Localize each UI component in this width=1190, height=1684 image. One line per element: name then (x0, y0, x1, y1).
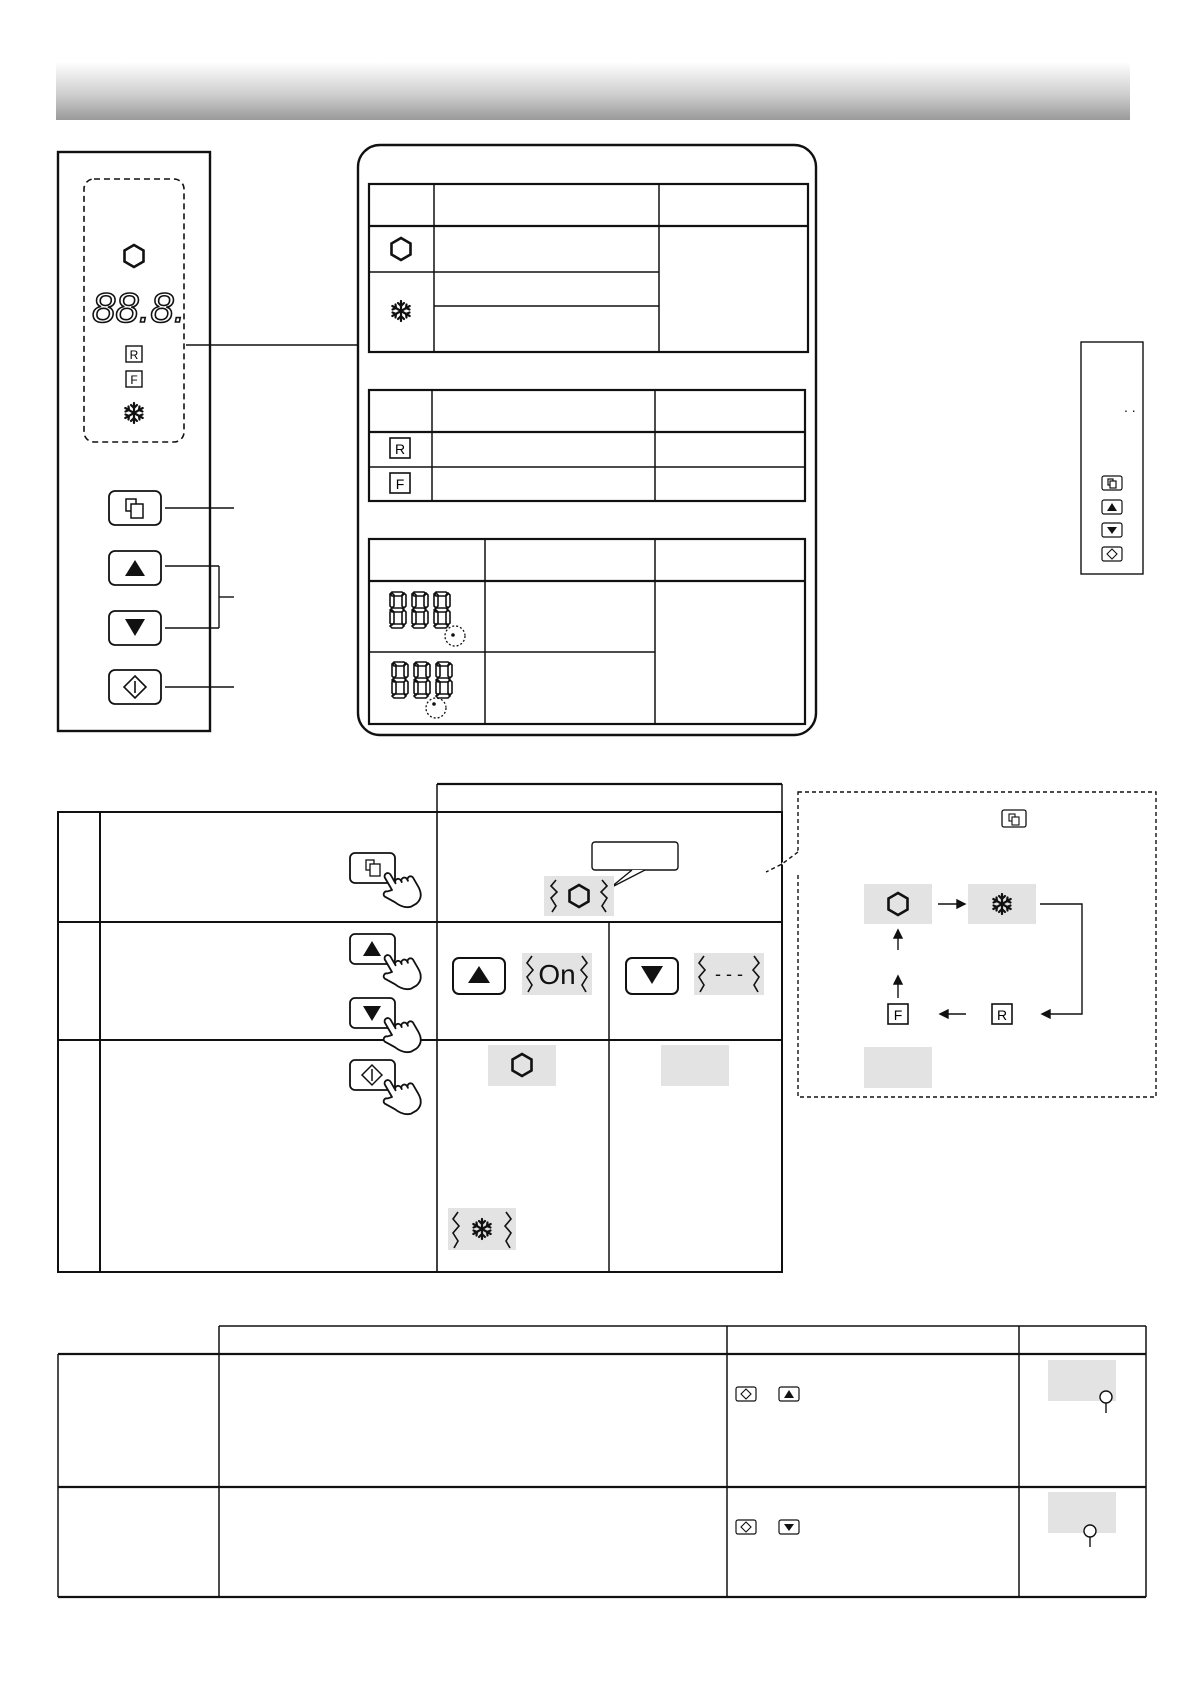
hexagon-icon (392, 238, 411, 260)
r-box-icon (126, 346, 142, 362)
cycle-hex-step (864, 884, 932, 924)
box-table (369, 390, 805, 501)
f-box-icon (390, 473, 410, 493)
svg-text:88.8.: 88.8. (92, 284, 186, 331)
step3-start-button-press (350, 1060, 425, 1123)
row1-start-button-icon (736, 1387, 756, 1401)
row2-pin-icon (1084, 1525, 1096, 1547)
row2-start-button-icon (736, 1520, 756, 1534)
cycle-diagram-box (798, 792, 1156, 1097)
callout-bubble (592, 842, 678, 870)
up-button[interactable] (109, 551, 161, 585)
on-display-text: On (538, 959, 576, 990)
mini-down-button (1102, 523, 1122, 537)
step2-down-button-press (350, 998, 425, 1061)
f-box-icon (126, 371, 142, 387)
legend-box (358, 145, 816, 735)
step2-up-button (453, 958, 505, 994)
svg-text:R: R (394, 441, 406, 457)
r-box-icon (390, 438, 410, 458)
svg-text:F: F (893, 1007, 903, 1023)
display-table (369, 539, 805, 724)
mini-panel-dots: . . (1124, 399, 1136, 415)
snowflake-icon (392, 301, 409, 321)
mini-panel-frame (1081, 342, 1143, 574)
seven-segment-display (92, 284, 185, 331)
step1-mode-button-press (350, 853, 425, 916)
svg-text:R: R (129, 348, 139, 362)
row2-indicator (1048, 1492, 1116, 1533)
row2-down-button-icon (779, 1520, 799, 1534)
svg-text:R: R (996, 1007, 1008, 1023)
blank-indicator (661, 1045, 729, 1086)
start-button[interactable] (109, 670, 161, 704)
cycle-blank-step (864, 1047, 932, 1088)
hex-on-indicator (488, 1045, 556, 1086)
row1-up-button-icon (779, 1387, 799, 1401)
step2-down-button (626, 958, 678, 994)
mini-mode-button (1102, 476, 1122, 490)
snowflake-icon (125, 403, 142, 423)
svg-text:F: F (130, 373, 138, 387)
bottom-table (58, 1326, 1146, 1597)
mode-button[interactable] (109, 491, 161, 525)
icon-table (369, 184, 808, 352)
step2-up-button-press (350, 934, 425, 998)
svg-text:F: F (395, 476, 405, 492)
cycle-f-step (888, 1004, 908, 1024)
hexagon-icon (125, 245, 144, 267)
cycle-r-step (992, 1004, 1012, 1024)
callout-tail (610, 870, 645, 888)
row1-pin-icon (1100, 1391, 1112, 1413)
down-button[interactable] (109, 611, 161, 645)
seven-segment-graphic-1 (390, 592, 465, 646)
seven-segment-graphic-2 (392, 662, 452, 718)
off-display-text: - - - (715, 964, 743, 984)
mini-up-button (1102, 500, 1122, 514)
leader-lines (165, 345, 358, 687)
mini-start-button (1102, 547, 1122, 561)
cycle-mode-button-icon (1002, 810, 1026, 827)
